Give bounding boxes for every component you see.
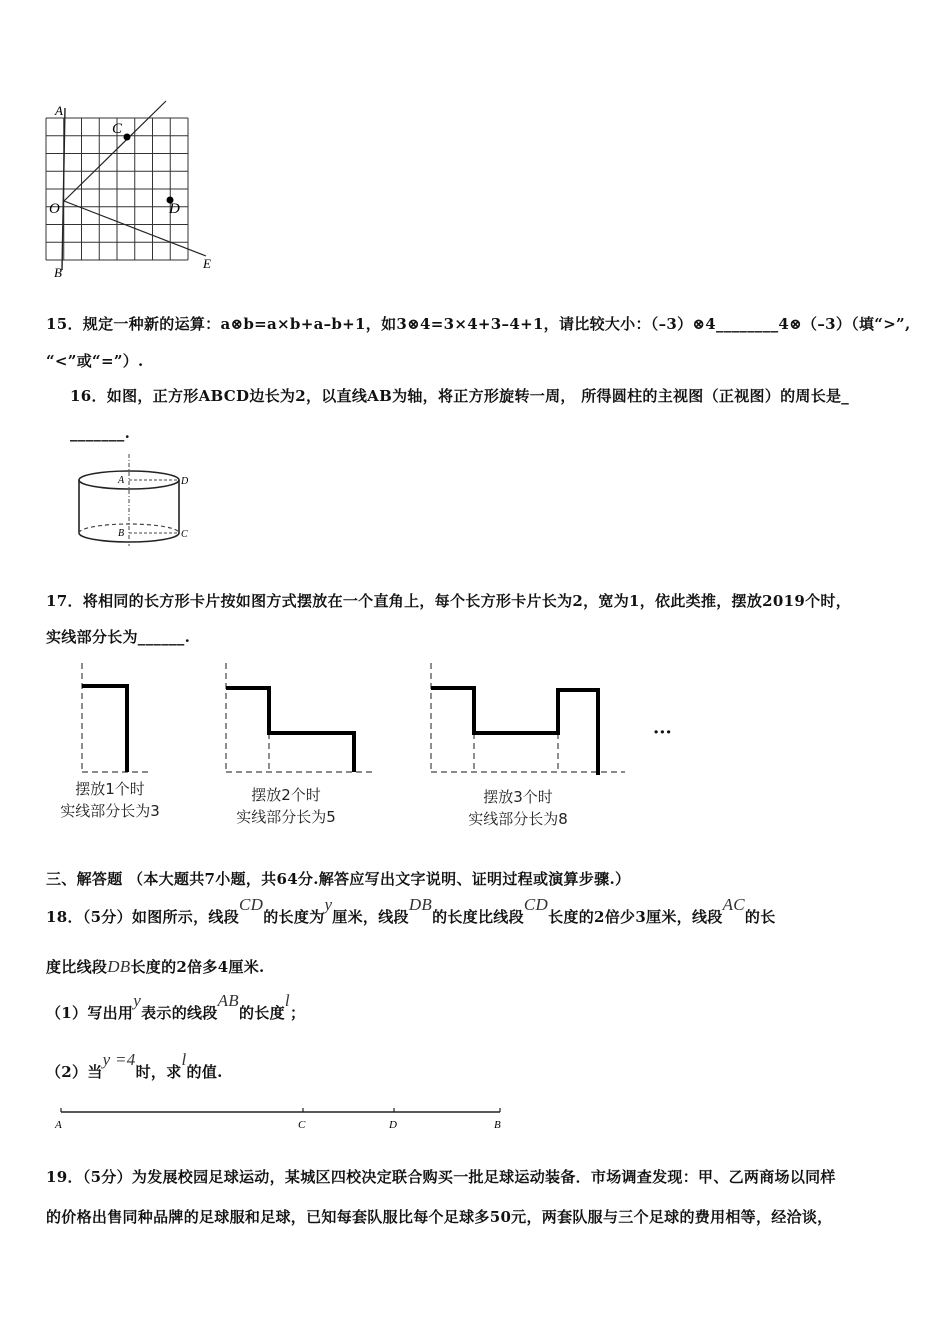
- seg-label-D: D: [389, 1119, 397, 1131]
- label-D: D: [169, 201, 180, 217]
- q18-line1: 18．（5分）如图所示，线段CD的长度为y厘米，线段DB的长度比线段CD长度的2倍少3厘米，线段AC的长: [46, 895, 776, 926]
- q16-line1: 16．如图，正方形ABCD边长为2，以直线AB为轴，将正方形旋转一周， 所得圆柱的主视图（正视图）的周长是_: [70, 387, 850, 405]
- label-A: A: [55, 103, 63, 118]
- cards-3: [431, 663, 625, 775]
- q15-line1: 15．规定一种新的运算：a⊗b=a×b+a–b+1，如3⊗4=3×4+3–4+1，请比较大小：（–3）⊗4________4⊗（–3）（填“>”,: [46, 315, 911, 333]
- label-C: C: [181, 529, 188, 540]
- cards-2: [226, 663, 374, 773]
- seg-label-B: B: [494, 1119, 501, 1131]
- cards-1: [82, 663, 150, 773]
- cylinder-figure: [74, 452, 200, 548]
- q17-line1: 17．将相同的长方形卡片按如图方式摆放在一个直角上，每个长方形卡片长为2，宽为1，依此类推，摆放2019个时，: [46, 592, 852, 610]
- q16-line2: _______.: [70, 424, 131, 442]
- label-D: D: [181, 476, 189, 487]
- caption-2: 摆放2个时 实线部分长为5: [236, 786, 336, 826]
- q15-line2: “<”或“=”）.: [46, 352, 144, 370]
- q19-line2: 的价格出售同种品牌的足球服和足球，已知每套队服比每个足球多50元，两套队服与三个足球的费用相等，经洽谈，: [46, 1208, 833, 1226]
- seg-label-A: A: [55, 1119, 62, 1131]
- grid-figure: [38, 96, 228, 278]
- label-B: B: [118, 528, 125, 539]
- caption-1: 摆放1个时 实线部分长为3: [60, 780, 160, 820]
- ellipsis: ···: [653, 722, 672, 743]
- ray-OC: [64, 101, 166, 201]
- cards-figure: [60, 658, 700, 778]
- segment-figure: [50, 1100, 510, 1134]
- q17-line2: 实线部分长为______.: [46, 628, 191, 646]
- label-A: A: [118, 475, 125, 486]
- label-O: O: [49, 201, 60, 217]
- label-E: E: [203, 256, 211, 271]
- label-C: C: [112, 121, 123, 137]
- point-C: [124, 134, 131, 141]
- q18-line2: 度比线段DB长度的2倍多4厘米.: [46, 957, 265, 976]
- q18-sub2: （2）当y =4时，求l的值.: [46, 1050, 223, 1081]
- grid-lines: [46, 118, 188, 260]
- section3-title: 三、解答题 （本大题共7小题，共64分.解答应写出文字说明、证明过程或演算步骤.）: [46, 870, 631, 888]
- caption-3: 摆放3个时 实线部分长为8: [468, 788, 568, 828]
- seg-label-C: C: [298, 1119, 306, 1131]
- label-B: B: [54, 265, 62, 278]
- q18-sub1: （1）写出用y表示的线段AB的长度l；: [46, 991, 306, 1022]
- q19-line1: 19．（5分）为发展校园足球运动，某城区四校决定联合购买一批足球运动装备．市场调查发现：甲、乙两商场以同样: [46, 1168, 836, 1186]
